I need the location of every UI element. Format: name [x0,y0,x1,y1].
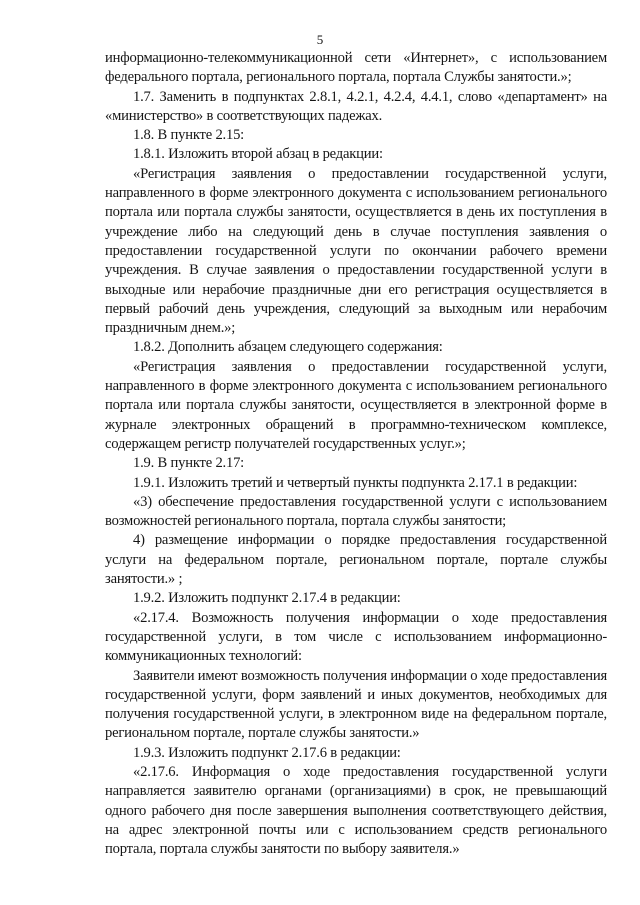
page-number: 5 [316,32,324,47]
paragraph: 1.9.1. Изложить третий и четвертый пункты подпункта 2.17.1 в редакции: [133,474,578,491]
paragraph: 1.8. В пункте 2.15: [133,127,245,144]
paragraph: 1.9.3. Изложить подпункт 2.17.6 в редакции: [133,744,401,761]
paragraph: «2.17.6. Информация о ходе предоставления государственной услуги направляется заявителю органами (организациями) в срок, не превышающий одного рабочего дня после завершения выполнения соответствующего действия, на адрес электронной почты или с использованием средств регионального портала, портала службы занятости по выбору заявителя.» [105,763,607,858]
paragraph: «2.17.4. Возможность получения информации о ходе предоставления государственной услуги, в том числе с использованием информационно-коммуникационных технологий: [105,609,607,665]
paragraph: 1.8.1. Изложить второй абзац в редакции: [133,146,383,163]
document-body [105,49,607,859]
paragraph: информационно-телекоммуникационной сети «Интернет», с использованием федерального портала, регионального портала, портала Службы занятости.»; [105,50,607,86]
paragraph: «Регистрация заявления о предоставлении государственной услуги, направленного в форме электронного документа с использованием регионального портала или портала службы занятости, осуществляется в день их поступления в учреждение либо на следующий день в случае поступления заявления о предоставлении государственной услуги по окончании рабочего времени учреждения. В случае заявления о предоставлении государственной услуги в выходные или нерабочие праздничные дни его регистрация осуществляется в первый рабочий день учреждения, следующий за выходным или нерабочим праздничным днем.»; [105,165,607,337]
paragraph: Заявители имеют возможность получения информации о ходе предоставления государственной услуги, форм заявлений и иных документов, необходимых для получения государственной услуги, в электронном виде на федеральном портале, региональном портале, портале службы занятости.» [105,667,607,742]
paragraph: 1.7. Заменить в подпунктах 2.8.1, 4.2.1, 4.2.4, 4.4.1, слово «департамент» на «министерство» в соответствующих падежах. [105,88,607,124]
paragraph: 1.8.2. Дополнить абзацем следующего содержания: [133,339,443,356]
paragraph: «Регистрация заявления о предоставлении государственной услуги, направленного в форме электронного документа с использованием регионального портала или портала службы занятости, осуществляется в электронной форме в журнале электронных обращений в программно-техническом комплексе, содержащем регистр получателей государственных услуг.»; [105,358,607,452]
paragraph: «3) обеспечение предоставления государственной услуги с использованием возможностей регионального портала, портала службы занятости; [105,493,607,530]
paragraph: 1.9. В пункте 2.17: [133,455,245,472]
paragraph: 4) размещение информации о порядке предоставления государственной услуги на федеральном портале, региональном портале, портале службы занятости.» ; [105,532,607,588]
paragraph: 1.9.2. Изложить подпункт 2.17.4 в редакции: [133,590,401,607]
